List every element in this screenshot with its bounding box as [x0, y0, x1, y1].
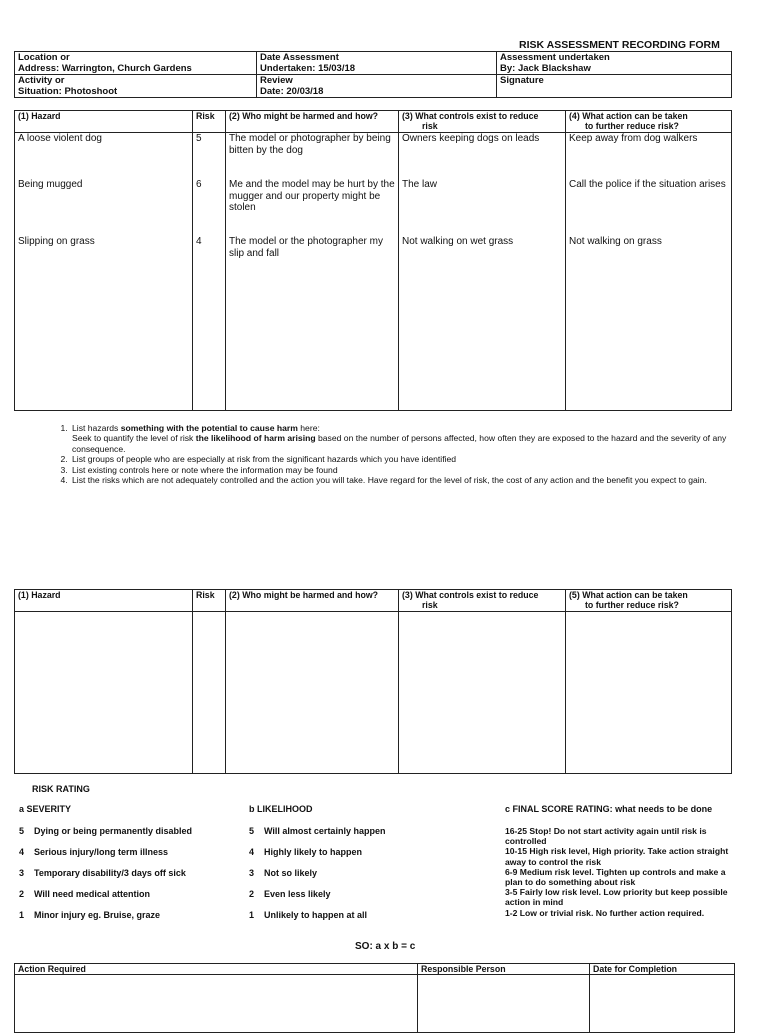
controls-cell: Not walking on wet grass — [402, 236, 514, 247]
likelihood-text: Not so likely — [264, 868, 318, 878]
note-1-text-d: Seek to quantify the level of risk — [72, 433, 196, 444]
risk-cell: 6 — [196, 179, 202, 190]
note-1-text-e: the likelihood of harm arising — [195, 433, 316, 444]
note-1-text-f: based on the number of persons affected, how often they are exposed to the hazard and the severity of any consequence. — [72, 433, 727, 454]
risk-rating-title: RISK RATING — [32, 784, 90, 794]
hazard-table-2 — [14, 589, 732, 774]
review-label: Review — [260, 75, 293, 86]
review-cell — [257, 75, 497, 98]
date-assessment-cell — [257, 52, 497, 75]
note-4: 4. List the risks which are not adequately controlled and the action you will take. Have regard for the level of risk, the cost of any action and the benefit you expect to gain. — [70, 475, 735, 485]
situation-value: Situation: Photoshoot — [18, 86, 118, 97]
final-score-item: 6-9 Medium risk level. Tighten up controls and make a plan to do something about risk — [505, 866, 726, 888]
form-title: RISK ASSESSMENT RECORDING FORM — [519, 39, 720, 51]
activity-label: Activity or — [18, 75, 65, 86]
likelihood-number: 2 — [249, 889, 255, 899]
likelihood-text: Unlikely to happen at all — [264, 910, 368, 920]
controls-cell: The law — [402, 179, 438, 190]
severity-text: Will need medical attention — [34, 889, 150, 899]
likelihood-item — [249, 889, 489, 910]
controls-cell: Owners keeping dogs on leads — [402, 133, 540, 144]
who-cell: The model or the photographer my slip and fall — [229, 236, 383, 259]
controls-column — [399, 133, 566, 411]
final-score-list — [505, 826, 730, 918]
likelihood-item — [249, 826, 489, 847]
action-column — [566, 133, 732, 411]
location-label: Location or — [18, 52, 70, 63]
final-score-item: 3-5 Fairly low risk level. Low priority but keep possible action in mind — [505, 887, 728, 908]
empty-cell[interactable] — [399, 612, 566, 774]
col-risk-header: Risk — [193, 111, 226, 133]
undertaken-value: Undertaken: 15/03/18 — [260, 63, 356, 74]
hazard-column — [15, 133, 193, 411]
action-cell: Keep away from dog walkers — [569, 133, 698, 144]
col-controls-header-line2: risk — [422, 121, 438, 131]
empty-cell[interactable] — [193, 612, 226, 774]
col-action-header — [566, 590, 732, 612]
col-controls-header-line1: (3) What controls exist to reduce — [402, 111, 539, 121]
col-action-header — [566, 111, 732, 133]
review-date-value: Date: 20/03/18 — [260, 86, 324, 97]
likelihood-title: b LIKELIHOOD — [249, 804, 313, 814]
empty-cell[interactable] — [15, 612, 193, 774]
hazard-cell: Being mugged — [18, 179, 83, 190]
action-required-header: Action Required — [15, 964, 418, 975]
severity-item — [19, 868, 239, 889]
empty-cell[interactable] — [226, 612, 399, 774]
severity-number: 1 — [19, 910, 25, 920]
likelihood-number: 4 — [249, 847, 255, 857]
empty-cell[interactable] — [566, 612, 732, 774]
likelihood-number: 3 — [249, 868, 255, 878]
severity-text: Minor injury eg. Bruise, graze — [34, 910, 161, 920]
severity-number: 5 — [19, 826, 25, 836]
likelihood-text: Highly likely to happen — [264, 847, 363, 857]
col-controls-header-line2: risk — [422, 600, 438, 610]
responsible-person-header: Responsible Person — [418, 964, 590, 975]
instructions — [50, 423, 735, 485]
severity-item — [19, 847, 239, 868]
assessment-label: Assessment undertaken — [500, 52, 610, 63]
severity-item — [19, 826, 239, 847]
date-assessment-label: Date Assessment — [260, 52, 339, 63]
likelihood-number: 1 — [249, 910, 255, 920]
address-value: Address: Warrington, Church Gardens — [18, 63, 192, 74]
hazard-cell: A loose violent dog — [18, 133, 102, 144]
hazard-table-1 — [14, 110, 732, 411]
col-who-header: (2) Who might be harmed and how? — [226, 590, 399, 612]
col-controls-header — [399, 590, 566, 612]
note-1-text-c: here: — [297, 423, 320, 433]
severity-list — [19, 826, 239, 931]
note-2: 2. List groups of people who are especially at risk from the significant hazards which you have identified — [70, 454, 735, 464]
action-table — [14, 963, 735, 1033]
severity-item — [19, 910, 239, 931]
likelihood-item — [249, 910, 489, 931]
who-cell: The model or photographer by being bitten by the dog — [229, 133, 391, 156]
likelihood-item — [249, 847, 489, 868]
who-cell: Me and the model may be hurt by the mugger and our property might be stolen — [229, 179, 395, 213]
formula: SO: a x b = c — [355, 941, 416, 952]
likelihood-text: Even less likely — [264, 889, 331, 899]
note-1-text-b: something with the potential to cause harm — [120, 423, 298, 433]
severity-title: a SEVERITY — [19, 804, 72, 814]
risk-cell: 5 — [196, 133, 202, 144]
assessor-cell — [497, 52, 732, 75]
col-action-header-line2: to further reduce risk? — [585, 600, 679, 610]
risk-column — [193, 133, 226, 411]
col-action-header-line2: to further reduce risk? — [585, 121, 679, 131]
assessor-value: By: Jack Blackshaw — [500, 63, 591, 74]
hazard-cell: Slipping on grass — [18, 236, 95, 247]
activity-cell — [15, 75, 257, 98]
severity-number: 3 — [19, 868, 25, 878]
action-cell: Not walking on grass — [569, 236, 662, 247]
final-score-item: 10-15 High risk level, High priority. Take action straight away to control the risk — [505, 846, 729, 867]
severity-number: 2 — [19, 889, 25, 899]
likelihood-item — [249, 868, 489, 889]
signature-cell — [497, 75, 732, 98]
severity-text: Dying or being permanently disabled — [34, 826, 193, 836]
final-score-item: 16-25 Stop! Do not start activity again until risk is controlled — [505, 826, 707, 847]
note-1 — [70, 423, 735, 454]
severity-text: Serious injury/long term illness — [34, 847, 169, 857]
date-completion-header: Date for Completion — [590, 964, 735, 975]
col-action-header-line1: (5) What action can be taken — [569, 590, 688, 600]
col-who-header: (2) Who might be harmed and how? — [226, 111, 399, 133]
final-score-item: 1-2 Low or trivial risk. No further action required. — [505, 907, 705, 918]
risk-cell: 4 — [196, 236, 202, 247]
col-risk-header: Risk — [193, 590, 226, 612]
col-controls-header-line1: (3) What controls exist to reduce — [402, 590, 539, 600]
signature-label: Signature — [500, 75, 544, 86]
col-controls-header — [399, 111, 566, 133]
likelihood-number: 5 — [249, 826, 255, 836]
final-score-title: c FINAL SCORE RATING: what needs to be done — [505, 804, 713, 814]
note-1-text-a: List hazards — [72, 423, 121, 433]
action-cell: Call the police if the situation arises — [569, 179, 726, 190]
likelihood-text: Will almost certainly happen — [264, 826, 386, 836]
severity-number: 4 — [19, 847, 25, 857]
col-hazard-header: (1) Hazard — [15, 590, 193, 612]
severity-item — [19, 889, 239, 910]
location-cell — [15, 52, 257, 75]
col-hazard-header: (1) Hazard — [15, 111, 193, 133]
header-table — [14, 51, 732, 98]
col-action-header-line1: (4) What action can be taken — [569, 111, 688, 121]
note-3: 3. List existing controls here or note where the information may be found — [70, 465, 735, 475]
who-column — [226, 133, 399, 411]
likelihood-list — [249, 826, 489, 931]
severity-text: Temporary disability/3 days off sick — [34, 868, 186, 878]
